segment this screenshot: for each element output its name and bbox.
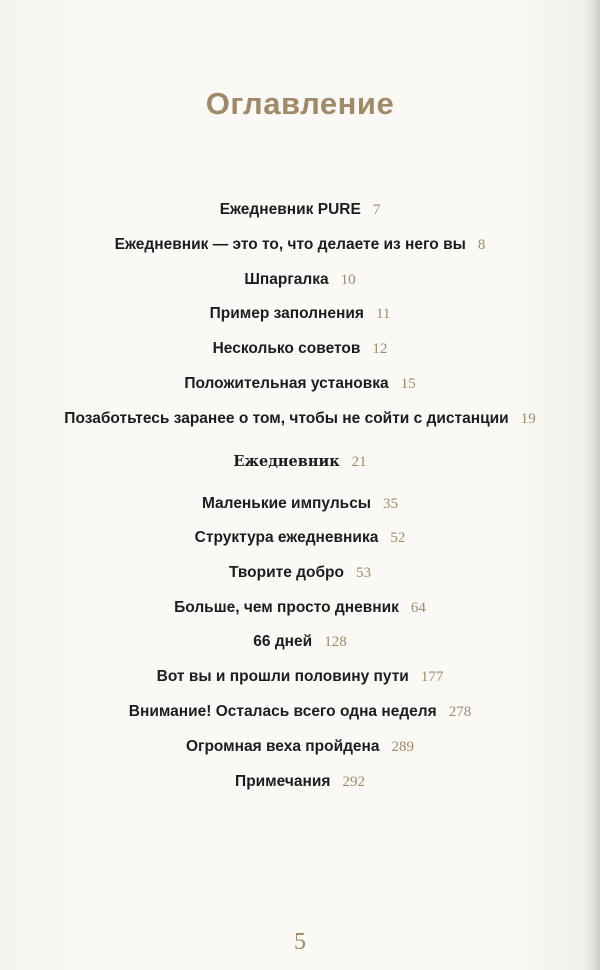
toc-entry-label: Позаботьтесь заранее о том, чтобы не сойти с дистанции (64, 410, 509, 427)
toc-entry (0, 770, 600, 794)
toc-entry-label: Внимание! Осталась всего одна неделя (128, 703, 437, 720)
toc-entry (0, 700, 600, 724)
toc-entry (0, 337, 600, 361)
page-title: Оглавление (205, 86, 395, 121)
toc-entry-label: Больше, чем просто дневник (174, 599, 399, 616)
toc-entry-page: 8 (477, 237, 486, 253)
toc-entry (0, 492, 600, 516)
toc-entry (0, 302, 600, 326)
toc-entry (0, 735, 600, 759)
toc-entry-label: 66 дней (253, 633, 313, 650)
toc-entry (0, 372, 600, 396)
toc-entry-label: Вот вы и прошли половину пути (156, 668, 409, 685)
toc-entry (0, 233, 600, 257)
toc-entry-label: Маленькие импульсы (201, 495, 372, 512)
toc-entry (0, 198, 600, 222)
toc-entry (0, 526, 600, 550)
toc-entry-page: 35 (383, 496, 399, 512)
toc-entry (0, 630, 600, 654)
toc-entry-label: Пример заполнения (209, 305, 364, 322)
toc-entry-page: 128 (324, 634, 347, 650)
toc-entry-page: 11 (375, 306, 391, 322)
toc-entry-page: 52 (390, 530, 406, 546)
toc-entry-page: 12 (372, 341, 388, 357)
toc-entry (0, 596, 600, 620)
page-number: 5 (294, 929, 306, 955)
toc-entry-label: Положительная установка (184, 375, 389, 392)
toc-entry (0, 561, 600, 585)
toc-entry-page: 278 (448, 704, 472, 720)
toc-entry (0, 665, 600, 689)
toc-entry-page: 64 (410, 600, 426, 616)
toc-entry-page: 289 (391, 739, 415, 755)
toc-section-heading (0, 450, 600, 474)
toc-entry-page: 15 (400, 376, 416, 392)
toc-section-label: Ежедневник (233, 453, 340, 470)
toc-entry-label: Огромная веха пройдена (185, 738, 380, 755)
toc-entry-page: 10 (340, 272, 356, 288)
toc-entry-page: 21 (351, 454, 367, 470)
toc-entry-label: Несколько советов (212, 340, 361, 357)
toc-entry (0, 407, 600, 431)
page-edge-shadow (592, 0, 600, 970)
toc-entry (0, 268, 600, 292)
toc-entry-label: Творите добро (228, 564, 344, 581)
toc-entry-label: Ежедневник PURE (219, 201, 361, 218)
toc-entry-page: 19 (520, 411, 536, 427)
toc-entry-page: 292 (342, 774, 365, 790)
toc-entry-label: Шпаргалка (244, 271, 329, 288)
toc-entry-page: 7 (372, 202, 381, 218)
toc-entry-label: Ежедневник — это то, что делаете из него вы (114, 236, 466, 253)
toc-entry-label: Примечания (235, 773, 331, 790)
toc-entry-page: 177 (420, 669, 444, 685)
toc-entry-label: Структура ежедневника (194, 529, 379, 546)
toc-entry-page: 53 (356, 565, 371, 581)
